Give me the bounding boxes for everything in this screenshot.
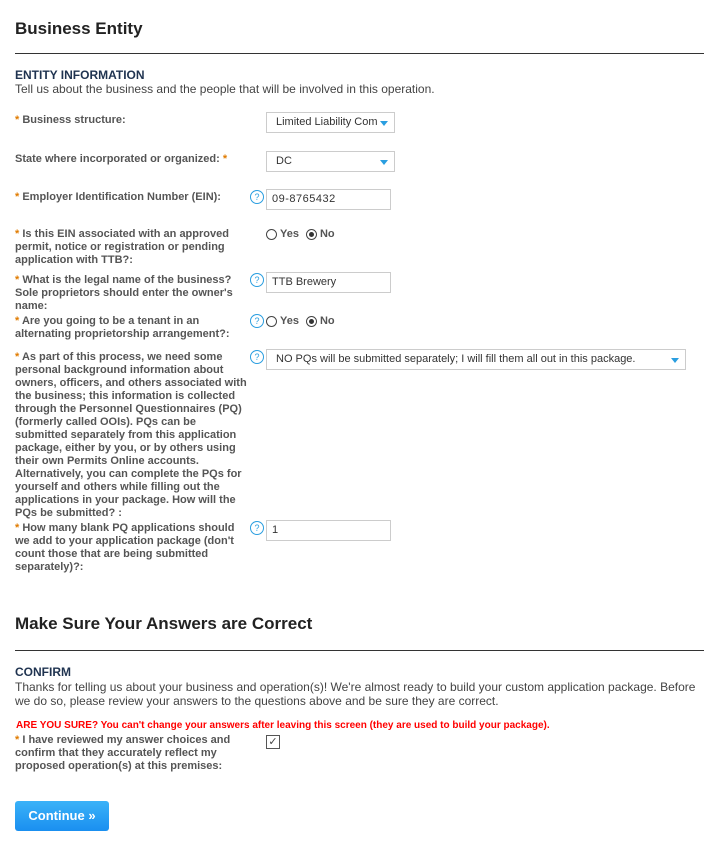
pq-row <box>15 349 704 520</box>
divider <box>15 53 704 54</box>
confirm-checkbox[interactable]: ✓ <box>266 735 280 749</box>
blank-pq-input[interactable]: 1 <box>266 520 391 541</box>
ein-label: * Employer Identification Number (EIN): <box>15 191 221 203</box>
warning-text: ARE YOU SURE? You can't change your answers after leaving this screen (they are used to build your package). <box>16 720 550 731</box>
ein-approved-no-radio[interactable] <box>306 229 317 240</box>
business-structure-row <box>15 112 704 151</box>
chevron-down-icon <box>380 160 388 165</box>
help-icon[interactable]: ? <box>250 521 264 535</box>
pq-label: * As part of this process, we need some personal background information about owners, officers, and others associated with the business; this information is collected through the Personnel Questionnaires (PQ) (formerly called OOIs). PQs can be submitted separately from this application package, either by you, or by others using their own Permits Online accounts. Alternatively, you can complete the PQs for yourself and others while filling out the applications in your package. How will the PQs be submitted? : <box>15 351 247 519</box>
ein-row <box>15 189 704 226</box>
business-structure-select[interactable]: Limited Liability Com <box>266 112 395 133</box>
state-label: State where incorporated or organized: * <box>15 153 228 165</box>
state-row <box>15 151 704 189</box>
confirm-description: Thanks for telling us about your business and operation(s)! We're almost ready to build your custom application package. Before we do so, please review your answers to the questions above and be sure they are correct. <box>15 680 696 708</box>
section-heading: CONFIRM <box>15 665 71 679</box>
legal-name-row <box>15 272 704 313</box>
ein-approved-label: * Is this EIN associated with an approved permit, notice or registration or pending application with TTB?: <box>15 228 229 266</box>
ein-input[interactable]: 09-8765432 <box>266 189 391 210</box>
confirm-label: * I have reviewed my answer choices and confirm that they accurately reflect my proposed operation(s) at this premises: <box>15 734 231 772</box>
help-icon[interactable]: ? <box>250 190 264 204</box>
legal-name-input[interactable]: TTB Brewery <box>266 272 391 293</box>
tenant-radio-group: Yes No <box>266 313 335 327</box>
tenant-yes-radio[interactable] <box>266 316 277 327</box>
state-select[interactable]: DC <box>266 151 395 172</box>
section-heading: ENTITY INFORMATION <box>15 68 145 82</box>
help-icon[interactable]: ? <box>250 273 264 287</box>
help-icon[interactable]: ? <box>250 314 264 328</box>
tenant-row <box>15 313 704 349</box>
tenant-no-radio[interactable] <box>306 316 317 327</box>
ein-approved-yes-radio[interactable] <box>266 229 277 240</box>
continue-button[interactable]: Continue » <box>15 801 109 831</box>
section-description: Tell us about the business and the people that will be involved in this operation. <box>15 82 435 96</box>
ein-approved-radio-group: Yes No <box>266 226 335 240</box>
legal-name-label: * What is the legal name of the business? Sole proprietors should enter the owner's name: <box>15 274 233 312</box>
confirm-row <box>15 733 704 773</box>
ein-approved-row <box>15 226 704 272</box>
help-icon[interactable]: ? <box>250 350 264 364</box>
pq-select[interactable]: NO PQs will be submitted separately; I will fill them all out in this package. <box>266 349 686 370</box>
confirm-title: Make Sure Your Answers are Correct <box>15 614 313 633</box>
business-structure-label: * Business structure: <box>15 114 126 126</box>
tenant-label: * Are you going to be a tenant in an alternating proprietorship arrangement?: <box>15 315 230 340</box>
chevron-down-icon <box>671 358 679 363</box>
chevron-down-icon <box>380 121 388 126</box>
blank-pq-label: * How many blank PQ applications should we add to your application package (don't count those that are being submitted separately)?: <box>15 522 235 573</box>
page-title: Business Entity <box>15 19 143 38</box>
blank-pq-row <box>15 520 704 574</box>
divider <box>15 650 704 651</box>
